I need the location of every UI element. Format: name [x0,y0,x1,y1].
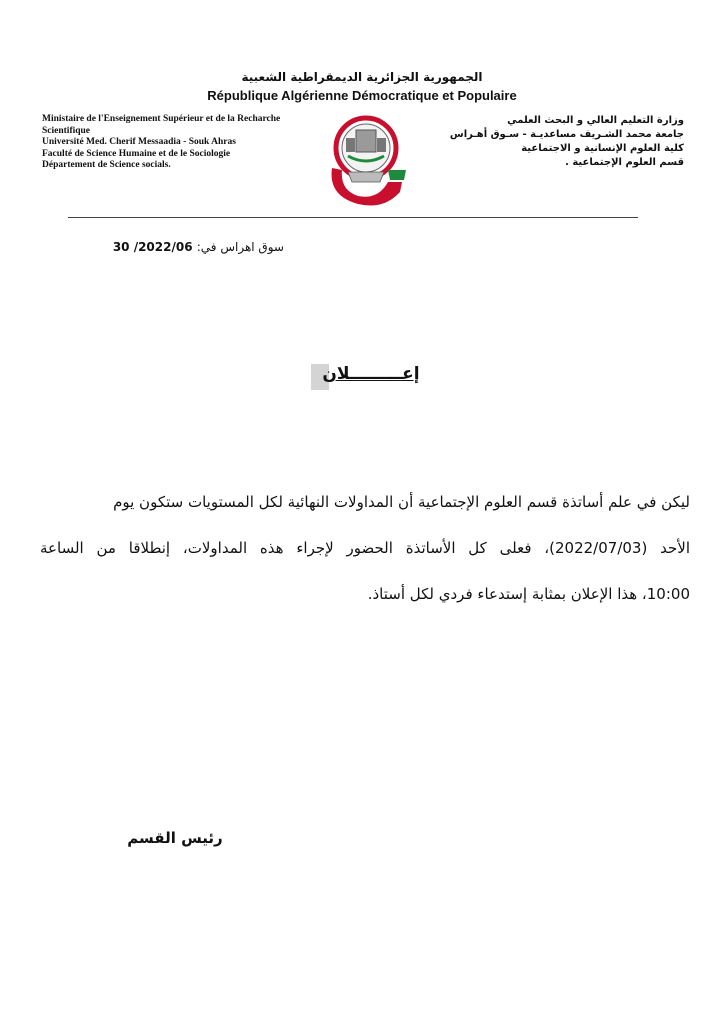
announcement-line: الأحد (2022/07/03)، فعلى كل الأساتذة الحضور لإجراء هذه المداولات، إنطلاقا من الساعة [40,539,690,557]
announcement-title: إعـــــــــلان [322,364,420,384]
institution-block-french [42,114,302,172]
header-french-title: République Algérienne Démocratique et Populaire [207,88,517,103]
institution-line: Faculté de Science Humaine et de le Sociologie [42,148,231,159]
institution-line: جامعة محمد الشـريف مساعديـة - سـوق أهـراس [449,129,684,140]
logo-book [348,172,384,182]
logo-pillar-right [377,138,386,152]
signature-title: رئيس القسم [127,829,223,847]
institution-line: Ministaire de l'Enseignement Supérieur et de la Recharche [42,114,281,124]
logo-green-flag [388,170,406,180]
logo-pillar-left [346,138,355,152]
header-arabic-title: الجمهورية الجزائرية الديمقراطية الشعبية [241,70,483,84]
university-logo [318,110,414,214]
institution-line: وزارة التعليم العالي و البحث العلمي [507,115,684,126]
date-label: سوق اهراس في: [196,240,284,254]
announcement-line: ليكن في علم أساتذة قسم العلوم الإجتماعية أن المداولات النهائية لكل المستويات ستكون يوم [113,493,690,511]
institution-block-arabic [414,114,684,170]
header-divider [68,217,638,218]
date-line [104,240,284,254]
announcement-line: 10:00، هذا الإعلان بمثابة إستدعاء فردي لكل أستاذ. [367,585,690,603]
institution-line: كلية العلوم الإنسانية و الاجتماعية [521,143,684,154]
institution-line: Scientifique [42,125,91,136]
institution-line: Université Med. Cherif Messaadia - Souk Ahras [42,137,236,147]
date-value: 2022/06/ 30 [112,240,193,254]
institution-line: Département de Science socials. [42,160,171,170]
institution-line: قسم العلوم الإجتماعية . [565,157,684,168]
logo-building [356,130,376,152]
